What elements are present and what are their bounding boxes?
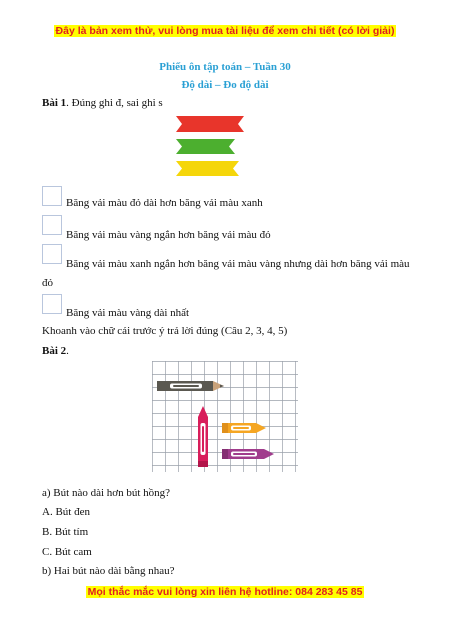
answer-box-4[interactable] <box>42 294 62 314</box>
green-ribbon <box>176 139 235 154</box>
yellow-ribbon <box>176 161 239 176</box>
statement-4: Băng vải màu vàng dài nhất <box>66 307 190 319</box>
statement-1: Băng vải màu đỏ dài hơn băng vải màu xanh <box>66 197 263 209</box>
bai1-instruction: . Đúng ghi đ, sai ghi s <box>66 97 163 109</box>
answer-box-1[interactable] <box>42 186 62 206</box>
bai2-heading <box>42 345 69 357</box>
option-b-purple[interactable]: B. Bút tím <box>42 526 89 538</box>
statement-3: Băng vải màu xanh ngắn hơn băng vải màu vàng nhưng dài hơn băng vải màu <box>66 258 410 270</box>
preview-banner-text: Đây là bản xem thử, vui lòng mua tài liệu để xem chi tiết (có lời giải) <box>55 25 395 37</box>
hotline-text: Mọi thắc mắc vui lòng xin liên hệ hotline: 084 283 45 85 <box>87 586 363 598</box>
question-a: a) Bút nào dài hơn bút hồng? <box>42 487 171 499</box>
red-ribbon <box>176 116 244 132</box>
preview-banner <box>0 25 450 37</box>
pink-crayon <box>198 406 208 467</box>
answer-box-2[interactable] <box>42 215 62 235</box>
crayon-grid <box>152 361 298 472</box>
bai1-heading <box>42 97 163 109</box>
multiple-choice-instructions: Khoanh vào chữ cái trước ý trả lời đúng (Câu 2, 3, 4, 5) <box>42 325 288 337</box>
answer-box-3[interactable] <box>42 244 62 264</box>
statement-3-wrap: đỏ <box>42 277 53 289</box>
bai1-label: Bài 1 <box>42 97 67 109</box>
grid-svg <box>152 361 298 472</box>
question-b: b) Hai bút nào dài bằng nhau? <box>42 565 175 577</box>
option-a-black[interactable]: A. Bút đen <box>42 506 90 518</box>
bai2-punct: . <box>66 345 69 357</box>
worksheet-subtitle: Độ dài – Đo độ dài <box>181 79 269 91</box>
black-crayon <box>157 381 224 391</box>
bai2-label: Bài 2 <box>42 345 67 357</box>
option-c-orange[interactable]: C. Bút cam <box>42 546 92 558</box>
worksheet-title: Phiếu ôn tập toán – Tuần 30 <box>159 61 291 73</box>
orange-crayon <box>222 423 266 433</box>
hotline-banner <box>0 586 450 598</box>
statement-2: Băng vải màu vàng ngắn hơn băng vải màu đỏ <box>66 229 271 241</box>
purple-crayon <box>222 449 274 459</box>
